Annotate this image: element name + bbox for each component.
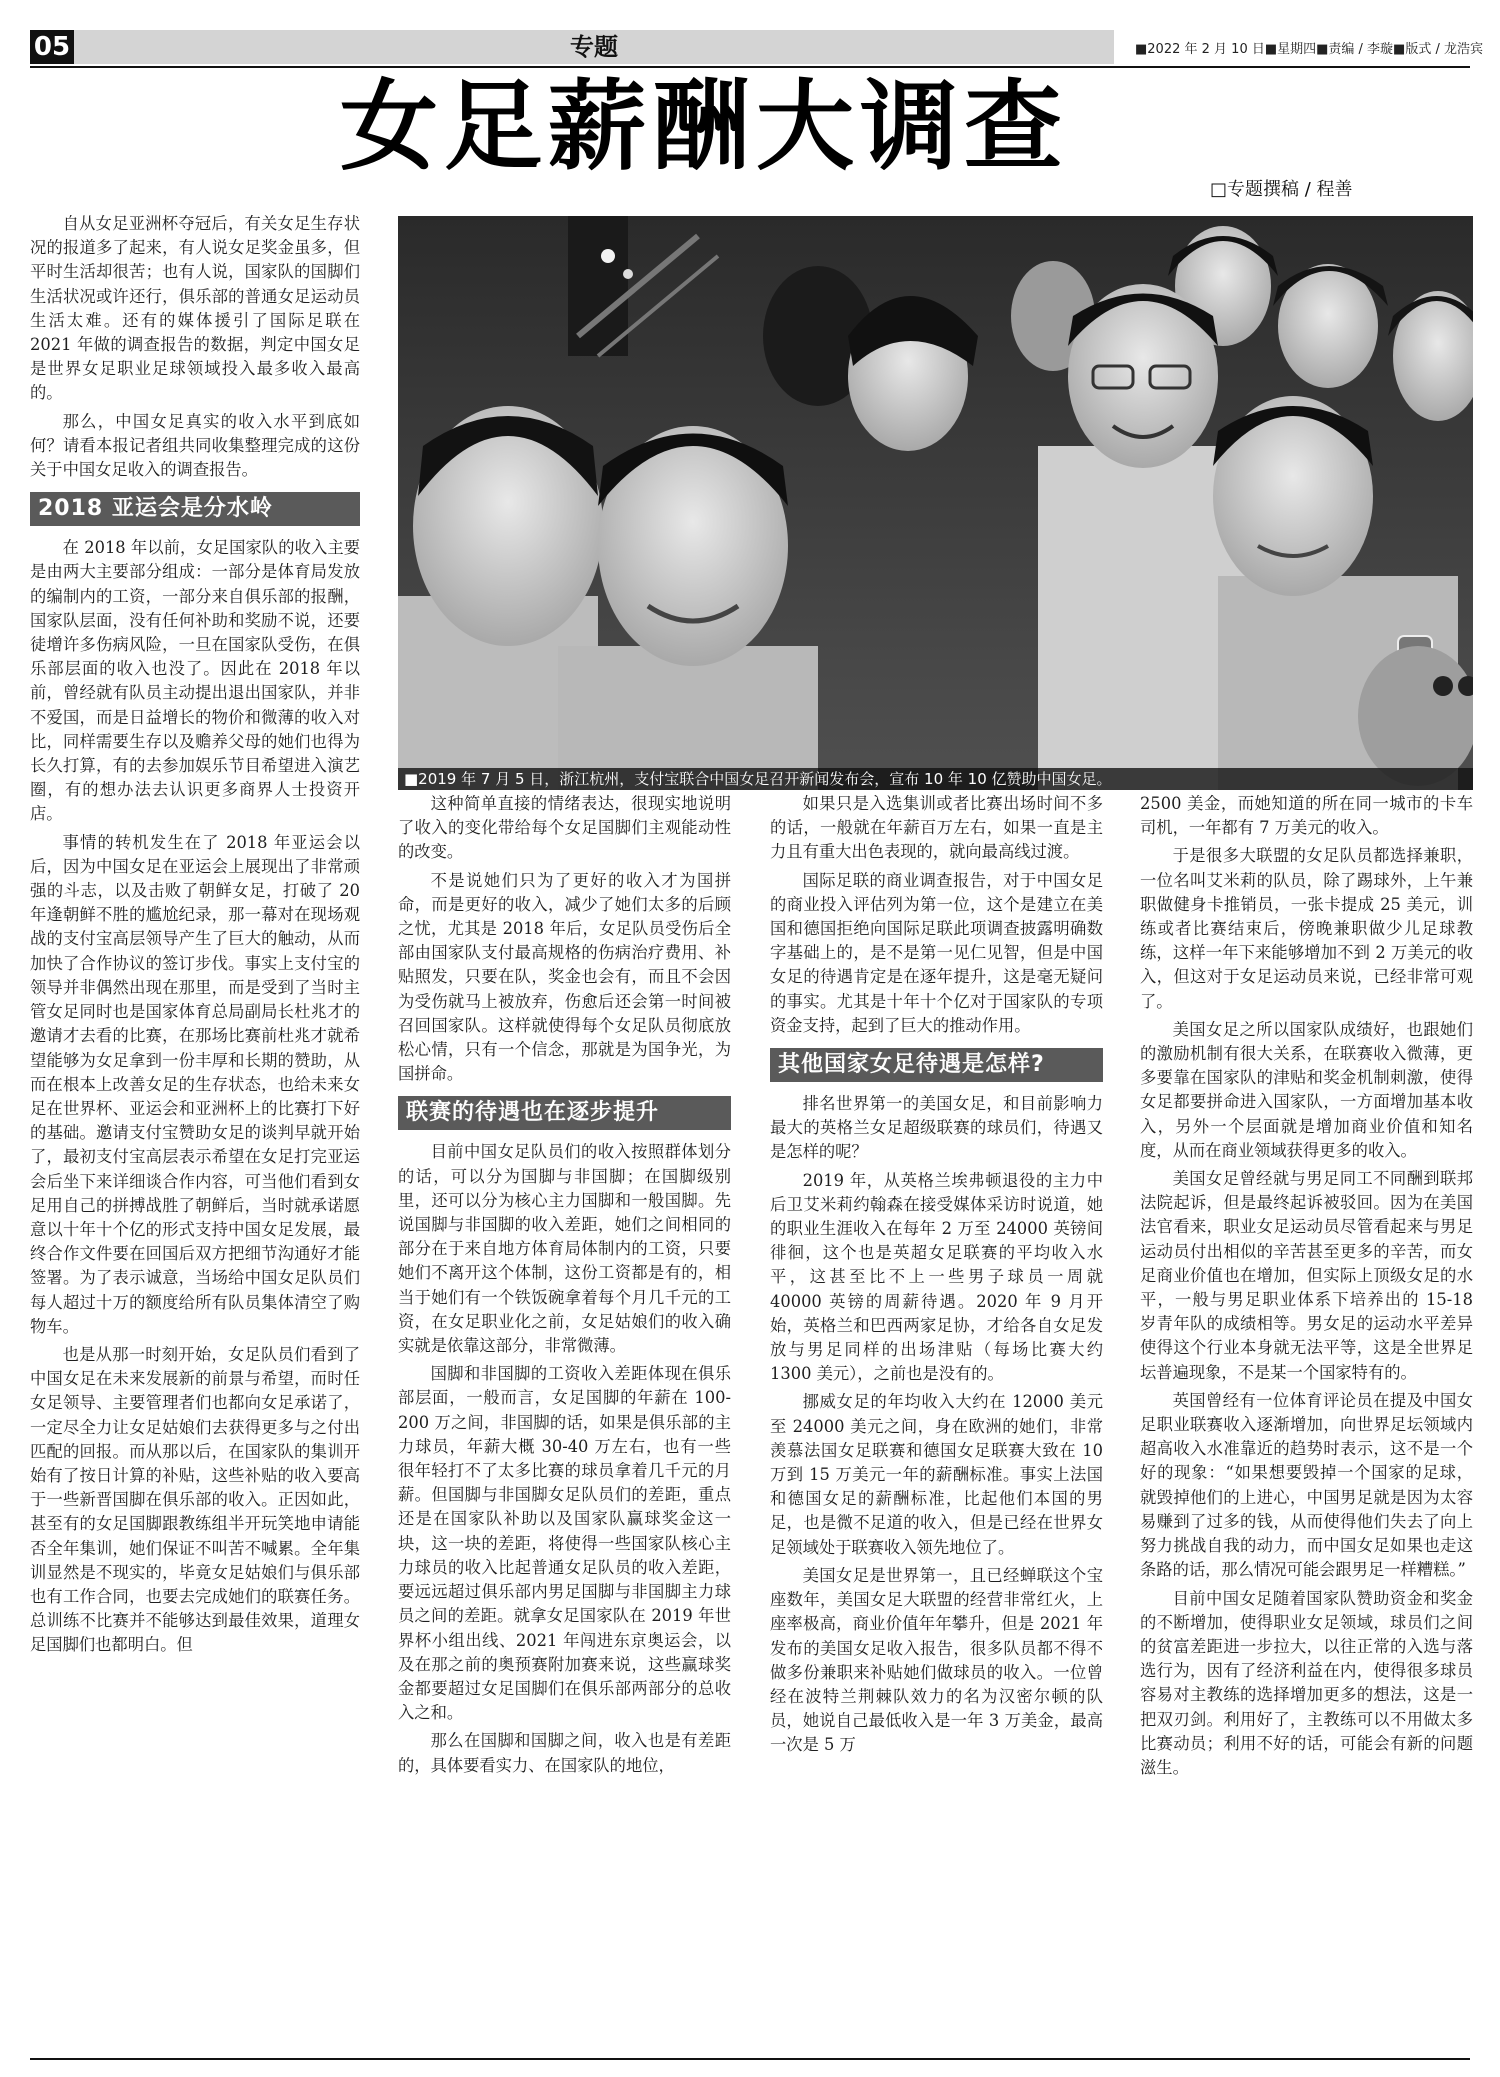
column-1 <box>30 212 360 1662</box>
section-heading: 2018 亚运会是分水岭 <box>30 492 360 526</box>
byline: □专题撰稿 / 程善 <box>1210 179 1353 200</box>
paragraph: 2500 美金，而她知道的所在同一城市的卡车司机，一年都有 7 万美元的收入。 <box>1140 794 1473 838</box>
paragraph: 美国女足之所以国家队成绩好，也跟她们的激励机制有很大关系，在联赛收入微薄，更多要靠在国家队的津贴和奖金机制刺激，使得女足都要拼命进入国家队，一方面增加基本收入，另外一个层面就是增加商业价值和知名度，从而在商业领域获得更多的收入。 <box>1140 1019 1473 1160</box>
headline: 女足薪酬大调查 <box>340 69 1069 184</box>
paragraph: 目前中国女足随着国家队赞助资金和奖金的不断增加，使得职业女足领域，球员们之间的贫富差距进一步拉大，以往正常的入选与落选行为，因有了经济利益在内，使得很多球员容易对主教练的选择增加更多的想法，这是一把双刃剑。利用好了，主教练可以不用做太多比赛动员；利用不好的话，可能会有新的问题滋生。 <box>1140 1588 1473 1777</box>
paragraph: 不是说她们只为了更好的收入才为国拼命，而是更好的收入，减少了她们太多的后顾之忧，尤其是 2018 年后，女足队员受伤后全部由国家队支付最高规格的伤病治疗费用、补贴照发，只要在队，奖金也会有，而且不会因为受伤就马上被放弃，伤愈后还会第一时间被召回国家队。这样就使得每个女足队员彻底放松心情，只有一个信念，那就是为国争光，为国拼命。 <box>398 870 731 1084</box>
paragraph: 英国曾经有一位体育评论员在提及中国女足职业联赛收入逐渐增加，向世界足坛领域内超高收入水准靠近的趋势时表示，这不是一个好的现象：“如果想要毁掉一个国家的足球，就毁掉他们的上进心，中国男足就是因为太容易赚到了过多的钱，从而使得他们失去了向上努力挑战自我的动力，而中国女足如果也走这条路的话，那么情况可能会跟男足一样糟糕。” <box>1140 1390 1473 1580</box>
photo-caption: ■2019 年 7 月 5 日，浙江杭州，支付宝联合中国女足召开新闻发布会，宣布 10 年 10 亿赞助中国女足。 <box>398 768 1473 790</box>
paragraph: 这种简单直接的情绪表达，很现实地说明了收入的变化带给每个女足国脚们主观能动性的改变。 <box>398 794 731 862</box>
paragraph: 国脚和非国脚的工资收入差距体现在俱乐部层面，一般而言，女足国脚的年薪在 100-200 万之间，非国脚的话，如果是俱乐部的主力球员，年薪大概 30-40 万左右，也有一些很年轻打不了太多比赛的球员拿着几千元的月薪。但国脚与非国脚女足队员们的差距，重点还是在国家队补助以及国家队赢球奖金这一块，这一块的差距，将使得一些国家队核心主力球员的收入比起普通女足队员的收入差距，要远远超过俱乐部内男足国脚与非国脚主力球员之间的差距。就拿女足国家队在 2019 年世界杯小组出线、2021 年闯进东京奥运会，以及在那之前的奥预赛附加赛来说，这些赢球奖金都要超过女足国脚们在俱乐部两部分的总收入之和。 <box>398 1364 731 1723</box>
paragraph: 也是从那一时刻开始，女足队员们看到了中国女足在未来发展新的前景与希望，而时任女足领导、主要管理者们也都向女足承诺了，一定尽全力让女足姑娘们去获得更多与之付出匹配的回报。而从那以后，在国家队的集训开始有了按日计算的补贴，这些补贴的收入要高于一些新晋国脚在俱乐部的收入。正因如此，甚至有的女足国脚跟教练组半开玩笑地申请能否全年集训，她们保证不叫苦不喊累。全年集训显然是不现实的，毕竟女足姑娘们与俱乐部也有工作合同，也要去完成她们的联赛任务。总训练不比赛并不能够达到最佳效果，道理女足国脚们也都明白。但 <box>30 1344 360 1655</box>
paragraph: 2019 年，从英格兰埃弗顿退役的主力中后卫艾米莉约翰森在接受媒体采访时说道，她的职业生涯收入在每年 2 万至 24000 英镑间徘徊，这个也是英超女足联赛的平均收入水平，这甚至比不上一些男子球员一周就 40000 英镑的周薪待遇。2020 年 9 月开始，英格兰和巴西两家足协，才给各自女足发放与男足同样的出场津贴（每场比赛大约 1300 美元），之前也是没有的。 <box>770 1170 1103 1384</box>
column-3 <box>770 792 1103 1762</box>
paragraph: 目前中国女足队员们的收入按照群体划分的话，可以分为国脚与非国脚；在国脚级别里，还可以分为核心主力国脚和一般国脚。先说国脚与非国脚的收入差距，她们之间相同的部分在于来自地方体育局体制内的工资，只要她们不离开这个体制，这份工资都是有的，相当于她们有一个铁饭碗拿着每个月几千元的工资，在女足职业化之前，女足姑娘们的收入确实就是依靠这部分，非常微薄。 <box>398 1142 731 1356</box>
paragraph: 美国女足是世界第一，且已经蝉联这个宝座数年，美国女足大联盟的经营非常红火，上座率极高，商业价值年年攀升，但是 2021 年发布的美国女足收入报告，很多队员都不得不做多份兼职来补贴她们做球员的收入。一位曾经在波特兰荆棘队效力的名为汉密尔顿的队员，她说自己最低收入是一年 3 万美金，最高一次是 5 万 <box>770 1565 1103 1755</box>
footer-rule <box>30 2058 1470 2060</box>
paragraph: 排名世界第一的美国女足，和目前影响力最大的英格兰女足超级联赛的球员们，待遇又是怎样的呢？ <box>770 1094 1103 1162</box>
paragraph: 那么在国脚和国脚之间，收入也是有差距的，具体要看实力、在国家队的地位， <box>398 1731 731 1775</box>
paragraph: 挪威女足的年均收入大约在 12000 美元至 24000 美元之间，身在欧洲的她们，非常羡慕法国女足联赛和德国女足联赛大致在 10 万到 15 万美元一年的薪酬标准。事实上法国和德国女足的薪酬标准，比起他们本国的男足，也是微不足道的收入，但是已经在世界女足领域处于联赛收入领先地位了。 <box>770 1392 1103 1557</box>
paragraph: 国际足联的商业调查报告，对于中国女足的商业投入评估列为第一位，这个是建立在美国和德国拒绝向国际足联此项调查披露明确数字基础上的，是不是第一见仁见智，但是中国女足的待遇肯定是在逐年提升，这是毫无疑问的事实。尤其是十年十个亿对于国家队的专项资金支持，起到了巨大的推动作用。 <box>770 870 1103 1035</box>
paragraph: 那么，中国女足真实的收入水平到底如何？请看本报记者组共同收集整理完成的这份关于中国女足收入的调查报告。 <box>30 411 360 480</box>
paragraph: 于是很多大联盟的女足队员都选择兼职，一位名叫艾米莉的队员，除了踢球外，上午兼职做健身卡推销员，一张卡提成 25 美元，训练或者比赛结束后，傍晚兼职做少儿足球教练，这样一年下来能够增加不到 2 万美元的收入，但这对于女足运动员来说，已经非常可观了。 <box>1140 846 1473 1011</box>
section-heading: 其他国家女足待遇是怎样? <box>770 1048 1103 1082</box>
paragraph: 美国女足曾经就与男足同工不同酬到联邦法院起诉，但是最终起诉被驳回。因为在美国法官看来，职业女足运动员尽管看起来与男足运动员付出相似的辛苦甚至更多的辛苦，而女足商业价值也在增加，但实际上顶级女足的水平，一般与男足职业体系下培养出的 15-18 岁青年队的成绩相等。男女足的运动水平差异使得这个行业本身就无法平等，这是全世界足坛普遍现象，不是某一个国家特有的。 <box>1140 1169 1473 1382</box>
issue-meta: ■2022 年 2 月 10 日■星期四■责编 / 李璇■版式 / 龙浩宾 <box>1135 42 1483 57</box>
page-number: 05 <box>30 30 74 64</box>
column-2 <box>398 792 731 1782</box>
paragraph: 自从女足亚洲杯夺冠后，有关女足生存状况的报道多了起来，有人说女足奖金虽多，但平时生活却很苦；也有人说，国家队的国脚们生活状况或许还行，俱乐部的普通女足运动员生活太难。还有的媒体援引了国际足联在 2021 年做的调查报告的数据，判定中国女足是世界女足职业足球领域投入最多收入最高的。 <box>30 214 360 403</box>
section-label: 专题 <box>570 33 618 61</box>
paragraph: 如果只是入选集训或者比赛出场时间不多的话，一般就在年薪百万左右，如果一直是主力且有重大出色表现的，就向最高线过渡。 <box>770 794 1103 862</box>
news-photo <box>398 216 1473 790</box>
column-4 <box>1140 792 1473 1784</box>
photo-illustration <box>398 216 1473 790</box>
header-rule <box>30 66 1470 68</box>
paragraph: 事情的转机发生在了 2018 年亚运会以后，因为中国女足在亚运会上展现出了非常顽强的斗志，以及击败了朝鲜女足，打破了 20 年逢朝鲜不胜的尴尬纪录，那一幕对在现场观战的支付宝高层领导产生了巨大的触动，从而加快了合作协议的签订步伐。事实上支付宝的领导并非偶然出现在那里，而是受到了当时主管女足同时也是国家体育总局副局长杜兆才的邀请才去看的比赛，在那场比赛前杜兆才就希望能够为女足拿到一份丰厚和长期的赞助，从而在根本上改善女足的生存状态，也给未来女足在世界杯、亚运会和亚洲杯上的比赛打下好的基础。邀请支付宝赞助女足的谈判早就开始了，最初支付宝高层表示希望在女足打完亚运会后坐下来详细谈合作内容，可当他们看到女足用自己的拼搏战胜了朝鲜后，当时就承诺愿意以十年十个亿的形式支持中国女足发展，最终合作文件要在回国后双方把细节沟通好才能签署。为了表示诚意，当场给中国女足队员们每人超过十万的额度给所有队员集体清空了购物车。 <box>30 832 360 1336</box>
section-heading: 联赛的待遇也在逐步提升 <box>398 1096 731 1130</box>
paragraph: 在 2018 年以前，女足国家队的收入主要是由两大主要部分组成：一部分是体育局发放的编制内的工资，一部分来自俱乐部的报酬，国家队层面，没有任何补助和奖励不说，还要徒增许多伤病风险，一旦在国家队受伤，在俱乐部层面的收入也没了。因此在 2018 年以前，曾经就有队员主动提出退出国家队，并非不爱国，而是日益增长的物价和微薄的收入对比，同样需要生存以及赡养父母的她们也得为长久打算，有的去参加娱乐节目希望进入演艺圈，有的想办法去认识更多商界人士投资开店。 <box>30 538 360 824</box>
